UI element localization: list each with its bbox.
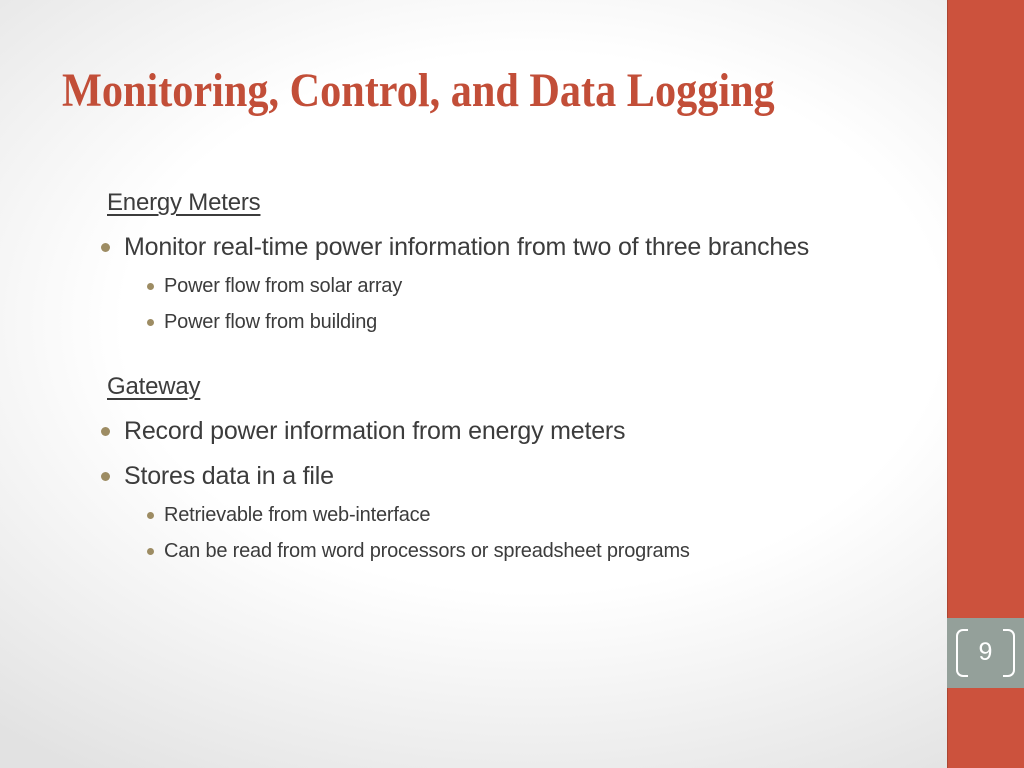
- bullet-icon: [147, 548, 154, 555]
- slide-body: [100, 186, 910, 563]
- bullet-text: Stores data in a file: [124, 462, 334, 490]
- bullet-text: Monitor real-time power information from two of three branches: [124, 233, 810, 261]
- bullet-icon: [101, 427, 110, 436]
- bullet-item: [147, 539, 910, 563]
- bullet-text: Power flow from solar array: [164, 275, 402, 297]
- bullet-icon: [147, 283, 154, 290]
- bullet-item: [100, 232, 910, 262]
- left-bracket-icon: [956, 629, 968, 677]
- page-number: 9: [978, 637, 993, 666]
- bullet-item: [147, 503, 910, 527]
- bullet-icon: [101, 472, 110, 481]
- bullet-text: Power flow from building: [164, 311, 378, 333]
- bullet-icon: [101, 243, 110, 252]
- section-heading: Energy Meters: [107, 189, 261, 216]
- bullet-icon: [147, 319, 154, 326]
- page-number-badge: [947, 618, 1024, 688]
- bullet-item: [147, 310, 910, 334]
- section-heading: Gateway: [107, 373, 201, 400]
- bullet-text: Retrievable from web-interface: [164, 504, 431, 526]
- bullet-item: [100, 416, 910, 446]
- bullet-item: [100, 461, 910, 491]
- right-bracket-icon: [1003, 629, 1015, 677]
- bullet-text: Record power information from energy meters: [124, 417, 626, 445]
- bullet-text: Can be read from word processors or spreadsheet programs: [164, 540, 690, 562]
- bullet-item: [147, 274, 910, 298]
- slide-title: Monitoring, Control, and Data Logging: [62, 64, 775, 117]
- bullet-icon: [147, 512, 154, 519]
